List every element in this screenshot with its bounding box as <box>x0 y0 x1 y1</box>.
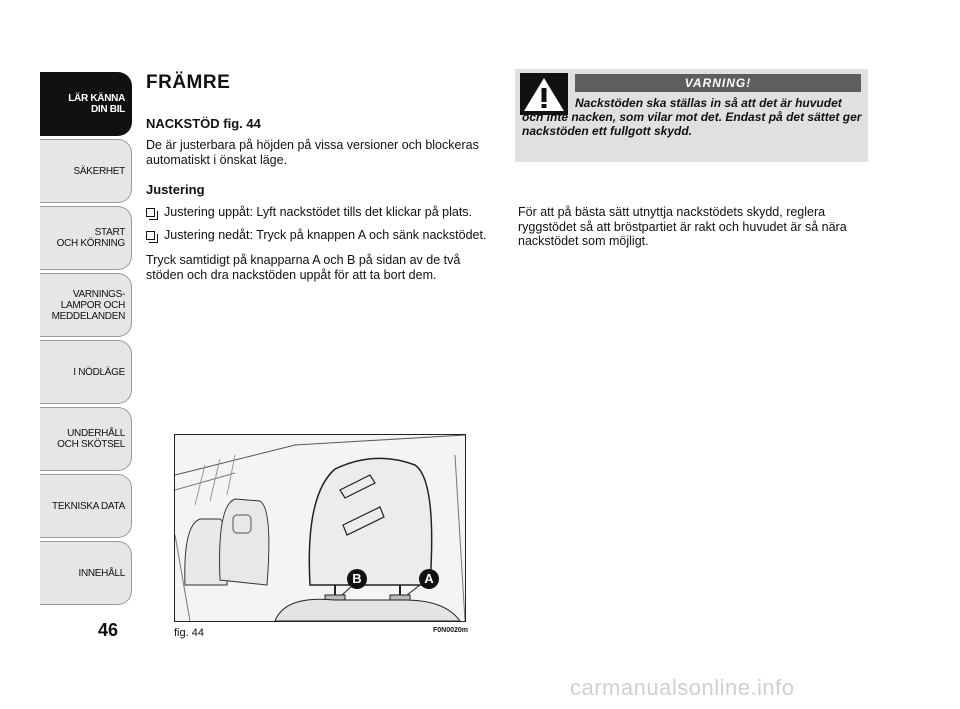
chapter-tabs <box>40 72 132 608</box>
adjustment-subheading: Justering <box>146 182 205 197</box>
figure-caption: fig. 44 <box>174 627 204 639</box>
checkbox-bullet-icon <box>146 231 155 240</box>
tab-i-nodlage[interactable] <box>40 340 132 404</box>
removal-paragraph: Tryck samtidigt på knapparna A och B på sidan av de två stöden och dra nackstöden uppåt för att ta bort dem. <box>146 253 461 282</box>
tab-label: INNEHÅLL <box>78 567 125 579</box>
tab-underhall[interactable] <box>40 407 132 471</box>
tab-label: TEKNISKA DATA <box>52 500 125 512</box>
warning-title: VARNING! <box>575 74 861 92</box>
label-a: A <box>424 571 434 586</box>
tab-label: UNDERHÅLL OCH SKÖTSEL <box>57 428 125 450</box>
tab-tekniska-data[interactable] <box>40 474 132 538</box>
list-item <box>146 228 501 243</box>
tab-label: I NÖDLÄGE <box>73 366 125 378</box>
list-item <box>146 205 501 220</box>
right-paragraph: För att på bästa sätt utnyttja nackstödets skydd, reglera ryggstödet så att bröstpartiet är rakt och huvudet är så nära nackstödet som möjligt. <box>518 205 847 248</box>
tab-label: START OCH KÖRNING <box>56 227 125 249</box>
intro-paragraph: De är justerbara på höjden på vissa versioner och blockeras automatiskt i önskat läge. <box>146 138 479 167</box>
checkbox-bullet-icon <box>146 208 155 217</box>
tab-start-och-korning[interactable] <box>40 206 132 270</box>
headrest-heading: NACKSTÖD fig. 44 <box>146 116 261 131</box>
warning-text: Nackstöden ska ställas in så att det är huvudet och inte nacken, som vilar mot det. Endast på det sättet ger nackstöden ett fullgott skydd. <box>522 96 862 138</box>
tab-label: SÄKERHET <box>73 165 125 177</box>
tab-lar-kanna-din-bil[interactable] <box>40 72 132 136</box>
main-text-column <box>146 116 501 297</box>
label-a-badge <box>419 569 439 589</box>
section-title: FRÄMRE <box>146 72 231 93</box>
page-number: 46 <box>98 620 119 640</box>
label-b-badge <box>347 569 367 589</box>
tab-varningslampor[interactable] <box>40 273 132 337</box>
tab-label: LÄR KÄNNA DIN BIL <box>68 93 125 115</box>
tab-label: VARNINGS- LAMPOR OCH MEDDELANDEN <box>51 288 125 322</box>
label-b: B <box>352 571 362 586</box>
headrest-illustration <box>174 434 466 622</box>
list-item-text: Justering uppåt: Lyft nackstödet tills det klickar på plats. <box>164 205 473 219</box>
headrest-drawing <box>175 435 465 621</box>
tab-innehall[interactable] <box>40 541 132 605</box>
tab-sakerhet[interactable] <box>40 139 132 203</box>
watermark: carmanualsonline.info <box>570 675 795 700</box>
figure-code: F0N0020m <box>433 627 469 634</box>
list-item-text: Justering nedåt: Tryck på knappen A och sänk nackstödet. <box>164 228 487 242</box>
